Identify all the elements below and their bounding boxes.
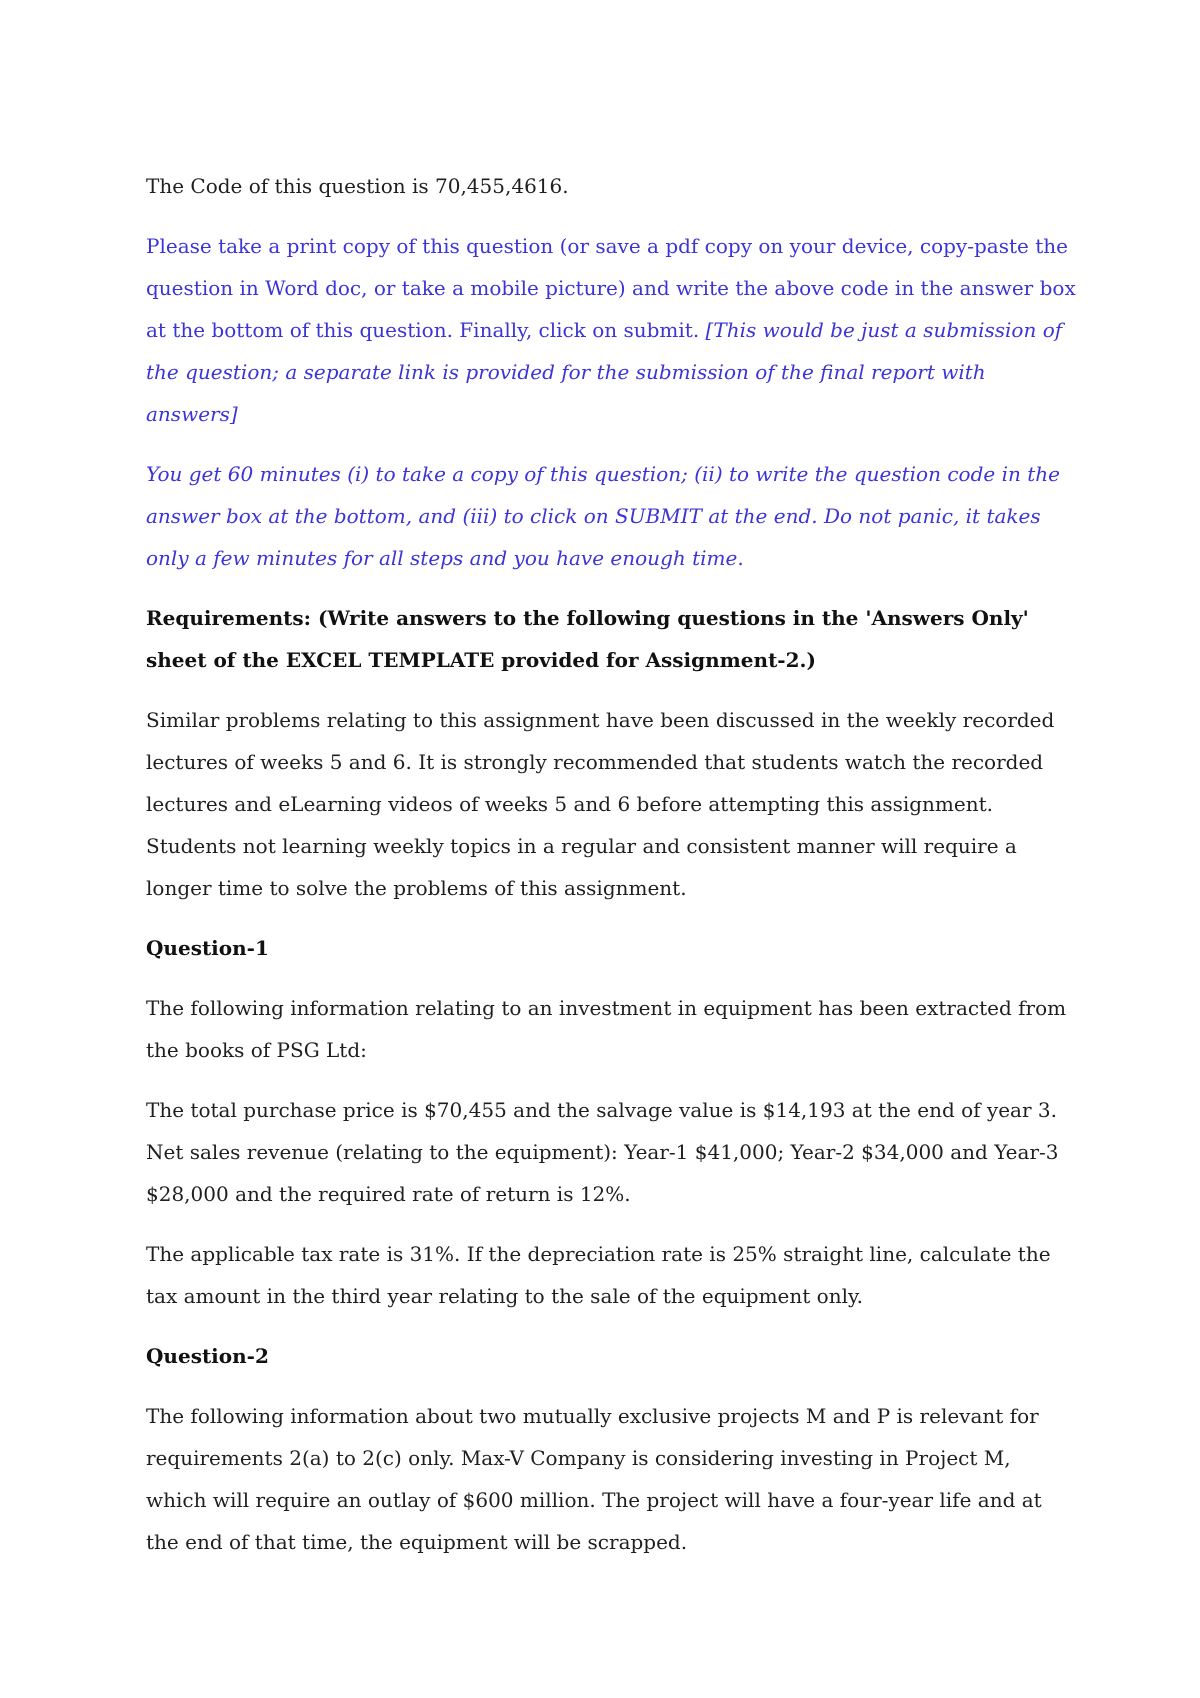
question-2-heading: Question-2 xyxy=(146,1344,269,1368)
question-code-line: The Code of this question is 70,455,4616. xyxy=(146,174,569,198)
timing-paragraph: You get 60 minutes (i) to take a copy of this question; (ii) to write the question code in the answer box at the bottom, and (iii) to click on SUBMIT at the end. Do not panic, it takes only a few minutes for all steps and you have enough time. xyxy=(146,462,1060,570)
instruction-paragraph xyxy=(146,225,1076,435)
document-page xyxy=(146,165,1076,1563)
question-1-paragraph-3: The applicable tax rate is 31%. If the depreciation rate is 25% straight line, calculate the tax amount in the third year relating to the sale of the equipment only. xyxy=(146,1242,1051,1308)
question-2-paragraph-1: The following information about two mutually exclusive projects M and P is relevant for requirements 2(a) to 2(c) only. Max-V Company is considering investing in Project M, which will require an outlay of $600 million. The project will have a four-year life and at the end of that time, the equipment will be scrapped. xyxy=(146,1404,1042,1554)
instruction-text: Please take a print copy of this question (or save a pdf copy on your device, copy-paste the question in Word doc, or take a mobile picture) and write the above code in the answer box at the bottom of this question. Finally, click on submit. xyxy=(146,234,1076,342)
instruction-note: [This would be just a submission of the question; a separate link is provided for the submission of the final report with answers] xyxy=(146,318,1063,426)
intro-paragraph: Similar problems relating to this assignment have been discussed in the weekly recorded lectures of weeks 5 and 6. It is strongly recommended that students watch the recorded lectures and eLearning videos of weeks 5 and 6 before attempting this assignment. Students not learning weekly topics in a regular and consistent manner will require a longer time to solve the problems of this assignment. xyxy=(146,708,1055,900)
question-1-paragraph-2: The total purchase price is $70,455 and the salvage value is $14,193 at the end of year 3. Net sales revenue (relating to the equipment): Year-1 $41,000; Year-2 $34,000 and Year-3 $28,000 and the required rate of return is 12%. xyxy=(146,1098,1059,1206)
question-1-paragraph-1: The following information relating to an investment in equipment has been extracted from the books of PSG Ltd: xyxy=(146,996,1067,1062)
requirements-heading: Requirements: (Write answers to the following questions in the 'Answers Only' sheet of the EXCEL TEMPLATE provided for Assignment-2.) xyxy=(146,606,1029,672)
question-1-heading: Question-1 xyxy=(146,936,269,960)
